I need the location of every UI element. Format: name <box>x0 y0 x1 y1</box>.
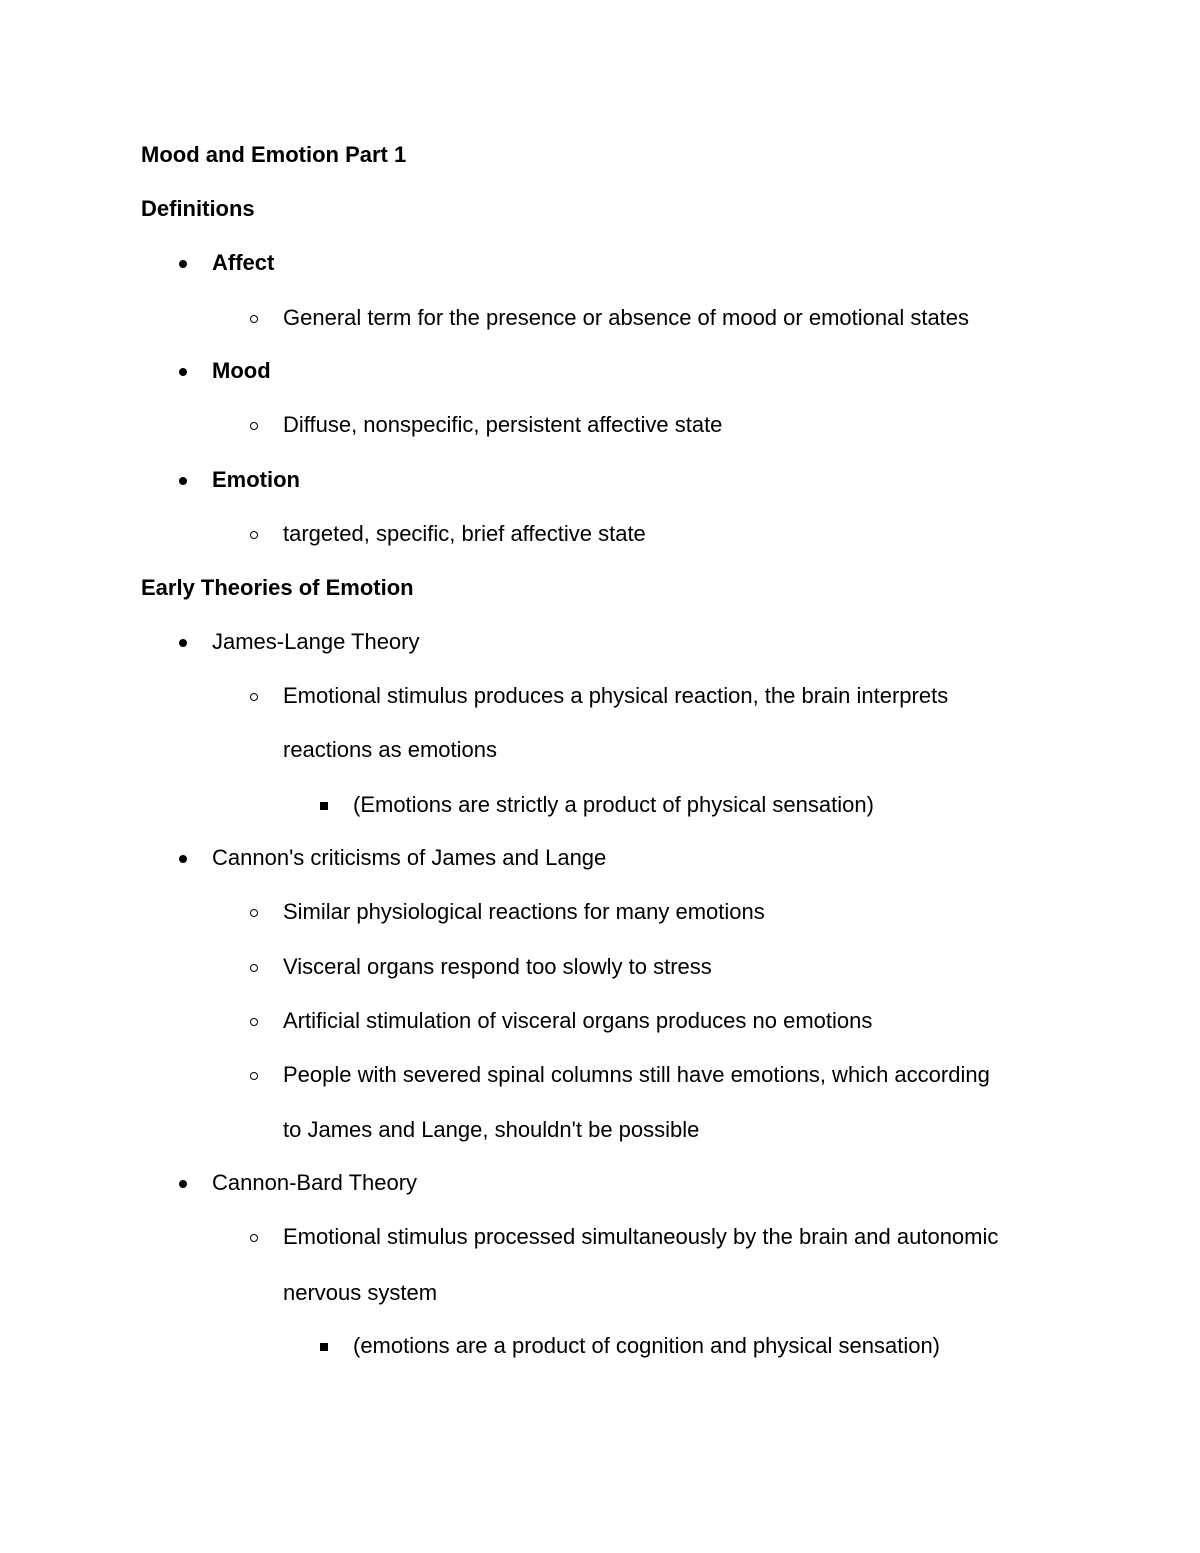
cannon-bard-label: Cannon-Bard Theory <box>212 1170 418 1195</box>
emotion-desc: targeted, specific, brief affective state <box>283 521 646 546</box>
hollow-bullet-icon <box>250 909 258 917</box>
cannon-criticism-2: Visceral organs respond too slowly to stress <box>283 954 712 979</box>
cannon-criticism-4-line1: People with severed spinal columns still have emotions, which according <box>283 1062 990 1087</box>
hollow-bullet-icon <box>250 315 258 323</box>
cannon-criticism-3: Artificial stimulation of visceral organs produces no emotions <box>283 1008 873 1033</box>
square-bullet-icon <box>320 802 328 810</box>
affect-desc: General term for the presence or absence of mood or emotional states <box>283 305 970 330</box>
emotion-term: Emotion <box>212 467 300 492</box>
filled-bullet-icon <box>179 477 187 485</box>
filled-bullet-icon <box>179 639 187 647</box>
cannon-criticism-1: Similar physiological reactions for many emotions <box>283 899 765 924</box>
hollow-bullet-icon <box>250 422 258 430</box>
cannon-bard-desc-line1: Emotional stimulus processed simultaneously by the brain and autonomic <box>283 1224 999 1249</box>
hollow-bullet-icon <box>250 1072 258 1080</box>
cannon-criticisms-label: Cannon's criticisms of James and Lange <box>212 845 607 870</box>
mood-term: Mood <box>212 358 271 383</box>
hollow-bullet-icon <box>250 531 258 539</box>
cannon-criticism-4-line2: to James and Lange, shouldn't be possible <box>283 1117 700 1142</box>
filled-bullet-icon <box>179 368 187 376</box>
hollow-bullet-icon <box>250 964 258 972</box>
james-lange-desc-line1: Emotional stimulus produces a physical reaction, the brain interprets <box>283 683 949 708</box>
james-lange-note: (Emotions are strictly a product of physical sensation) <box>353 792 874 817</box>
filled-bullet-icon <box>179 1180 187 1188</box>
james-lange-label: James-Lange Theory <box>212 629 420 654</box>
cannon-bard-desc-line2: nervous system <box>283 1280 438 1305</box>
definitions-heading: Definitions <box>141 196 255 221</box>
james-lange-desc-line2: reactions as emotions <box>283 737 497 762</box>
filled-bullet-icon <box>179 260 187 268</box>
affect-term: Affect <box>212 250 275 275</box>
cannon-bard-note: (emotions are a product of cognition and physical sensation) <box>353 1333 941 1358</box>
document-title: Mood and Emotion Part 1 <box>141 142 407 167</box>
hollow-bullet-icon <box>250 1018 258 1026</box>
hollow-bullet-icon <box>250 693 258 701</box>
square-bullet-icon <box>320 1343 328 1351</box>
filled-bullet-icon <box>179 855 187 863</box>
hollow-bullet-icon <box>250 1234 258 1242</box>
mood-desc: Diffuse, nonspecific, persistent affective state <box>283 412 723 437</box>
early-theories-heading: Early Theories of Emotion <box>141 575 414 600</box>
